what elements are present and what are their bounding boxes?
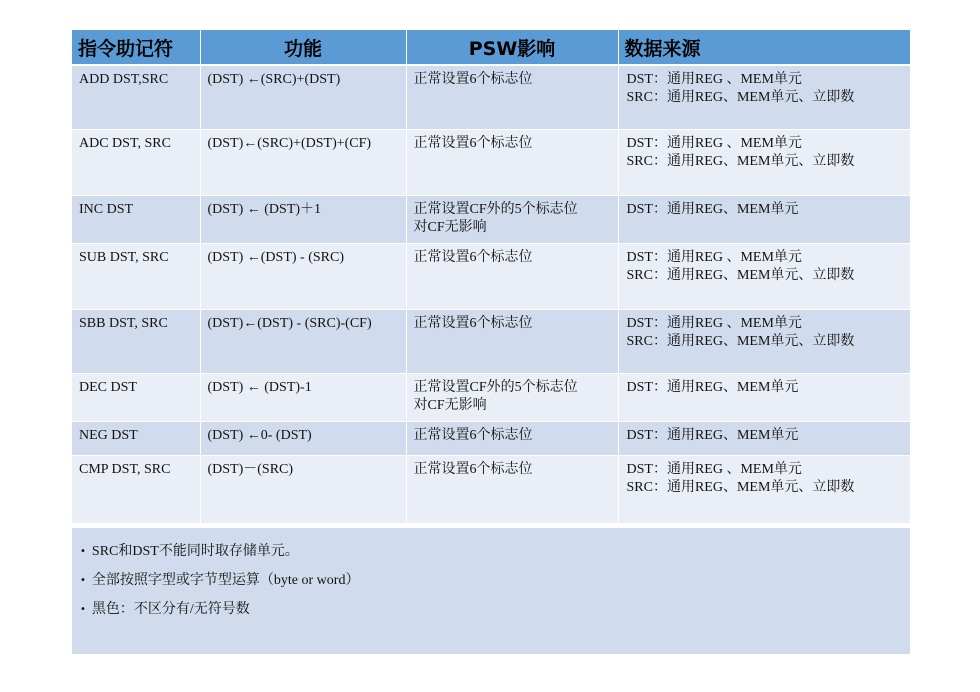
cell-psw: 正常设置6个标志位 bbox=[406, 243, 618, 309]
cell-psw: 正常设置CF外的5个标志位 对CF无影响 bbox=[406, 195, 618, 243]
cell-mnemonic: NEG DST bbox=[72, 421, 200, 455]
cell-source: DST：通用REG 、MEM单元 SRC：通用REG、MEM单元、立即数 bbox=[618, 309, 910, 373]
bullet-icon: • bbox=[80, 575, 86, 586]
cell-psw: 正常设置6个标志位 bbox=[406, 421, 618, 455]
cell-function: (DST)←(SRC)+(DST)+(CF) bbox=[200, 129, 406, 195]
row-cmp bbox=[72, 455, 910, 523]
cell-source: DST：通用REG、MEM单元 bbox=[618, 373, 910, 421]
cell-mnemonic: INC DST bbox=[72, 195, 200, 243]
row-sbb bbox=[72, 309, 910, 373]
cell-psw: 正常设置6个标志位 bbox=[406, 455, 618, 523]
bullet-icon: • bbox=[80, 546, 86, 557]
notes-box bbox=[72, 528, 910, 654]
notes-list bbox=[72, 528, 910, 619]
cell-mnemonic: ADC DST, SRC bbox=[72, 129, 200, 195]
instruction-table bbox=[72, 30, 910, 524]
note-item bbox=[80, 543, 910, 561]
cell-function: (DST) ←(SRC)+(DST) bbox=[200, 65, 406, 129]
header-row bbox=[72, 30, 910, 65]
cell-source: DST：通用REG 、MEM单元 SRC：通用REG、MEM单元、立即数 bbox=[618, 243, 910, 309]
cell-psw: 正常设置6个标志位 bbox=[406, 309, 618, 373]
row-neg bbox=[72, 421, 910, 455]
cell-source: DST：通用REG 、MEM单元 SRC：通用REG、MEM单元、立即数 bbox=[618, 65, 910, 129]
note-text: SRC和DST不能同时取存储单元。 bbox=[91, 544, 299, 559]
cell-function: (DST) ← (DST)＋1 bbox=[200, 195, 406, 243]
cell-mnemonic: SBB DST, SRC bbox=[72, 309, 200, 373]
cell-source: DST：通用REG 、MEM单元 SRC：通用REG、MEM单元、立即数 bbox=[618, 455, 910, 523]
cell-mnemonic: DEC DST bbox=[72, 373, 200, 421]
note-item bbox=[80, 601, 910, 619]
cell-mnemonic: SUB DST, SRC bbox=[72, 243, 200, 309]
header-source: 数据来源 bbox=[618, 30, 910, 65]
bullet-icon: • bbox=[80, 604, 86, 615]
header-function: 功能 bbox=[200, 30, 406, 65]
note-text: 全部按照字型或字节型运算（byte or word） bbox=[91, 573, 360, 588]
cell-source: DST：通用REG、MEM单元 bbox=[618, 195, 910, 243]
row-add bbox=[72, 65, 910, 129]
cell-source: DST：通用REG、MEM单元 bbox=[618, 421, 910, 455]
cell-function: (DST)－(SRC) bbox=[200, 455, 406, 523]
cell-psw: 正常设置CF外的5个标志位 对CF无影响 bbox=[406, 373, 618, 421]
cell-mnemonic: CMP DST, SRC bbox=[72, 455, 200, 523]
header-psw: PSW影响 bbox=[406, 30, 618, 65]
cell-function: (DST) ← (DST)-1 bbox=[200, 373, 406, 421]
row-sub bbox=[72, 243, 910, 309]
row-dec bbox=[72, 373, 910, 421]
row-adc bbox=[72, 129, 910, 195]
cell-function: (DST)←(DST) - (SRC)-(CF) bbox=[200, 309, 406, 373]
cell-function: (DST) ←0- (DST) bbox=[200, 421, 406, 455]
note-item bbox=[80, 572, 910, 590]
note-text: 黑色：不区分有/无符号数 bbox=[91, 602, 250, 617]
cell-mnemonic: ADD DST,SRC bbox=[72, 65, 200, 129]
cell-function: (DST) ←(DST) - (SRC) bbox=[200, 243, 406, 309]
instruction-table-grid bbox=[72, 30, 911, 524]
cell-psw: 正常设置6个标志位 bbox=[406, 65, 618, 129]
cell-psw: 正常设置6个标志位 bbox=[406, 129, 618, 195]
header-mnemonic: 指令助记符 bbox=[72, 30, 200, 65]
row-inc bbox=[72, 195, 910, 243]
cell-source: DST：通用REG 、MEM单元 SRC：通用REG、MEM单元、立即数 bbox=[618, 129, 910, 195]
